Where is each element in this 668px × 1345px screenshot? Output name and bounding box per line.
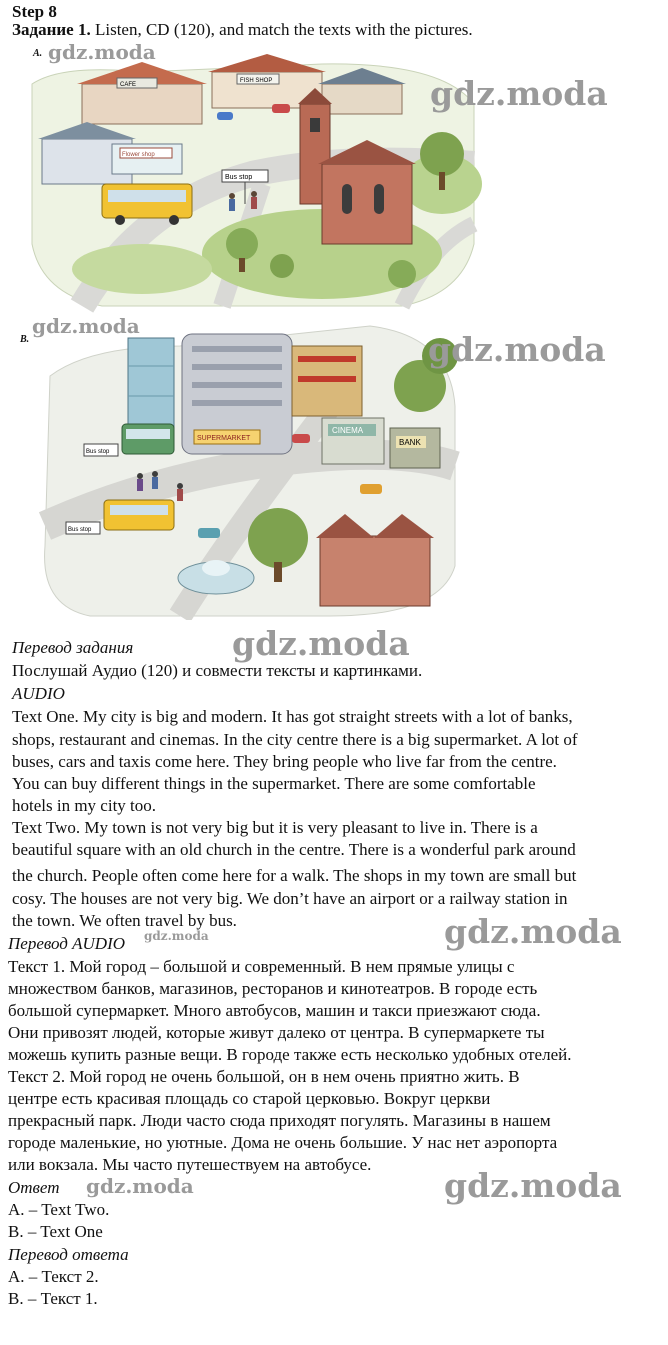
sign-cinema: CINEMA bbox=[332, 426, 364, 435]
audio-heading: AUDIO bbox=[12, 684, 65, 703]
watermark: gdz.moda bbox=[32, 314, 140, 338]
audio-line: beautiful square with an old church in the centre. There is a wonderful park around bbox=[12, 840, 576, 859]
audio-line: the church. People often come here for a walk. The shops in my town are small but bbox=[12, 866, 577, 885]
audio-translation-line: большой супермаркет. Много автобусов, машин и такси приезжают сюда. bbox=[8, 1001, 541, 1020]
audio-line: Text Two. My town is not very big but it is very pleasant to live in. There is a bbox=[12, 818, 538, 837]
audio-translation-line: множеством банков, магазинов, ресторанов и кинотеатров. В городе есть bbox=[8, 979, 538, 998]
audio-translation-line: прекрасный парк. Люди часто сюда приходят погулять. Магазины в нашем bbox=[8, 1111, 551, 1130]
step-title: Step 8 bbox=[12, 2, 57, 21]
city-illustration bbox=[30, 316, 460, 620]
sign-bus-stop-b2: Bus stop bbox=[68, 527, 92, 533]
audio-line: cosy. The houses are not very big. We don’t have an airport or a railway station in bbox=[12, 889, 568, 908]
sign-supermarket: SUPERMARKET bbox=[197, 435, 251, 442]
audio-translation-line: центре есть красивая площадь со старой церковью. Вокруг церкви bbox=[8, 1089, 491, 1108]
audio-translation-heading: Перевод AUDIO bbox=[8, 934, 126, 953]
watermark: gdz.moda bbox=[232, 624, 410, 663]
sign-fish-shop: FISH SHOP bbox=[240, 78, 273, 84]
answer-line: A. – Text Two. bbox=[8, 1200, 110, 1219]
audio-translation-line: Они привозят людей, которые живут далеко от центра. В супермаркете ты bbox=[8, 1023, 545, 1042]
watermark: gdz.moda bbox=[86, 1174, 194, 1198]
audio-translation-line: Текст 1. Мой город – большой и современный. В нем прямые улицы с bbox=[8, 957, 515, 976]
translation-task-heading: Перевод задания bbox=[12, 638, 134, 657]
audio-line: You can buy different things in the supermarket. There are some comfortable bbox=[12, 774, 536, 793]
watermark: gdz.moda bbox=[144, 929, 209, 943]
answer-translation-line: В. – Текст 1. bbox=[8, 1289, 98, 1308]
audio-line: hotels in my city too. bbox=[12, 796, 157, 815]
audio-line: buses, cars and taxis come here. They bring people who live far from the centre. bbox=[12, 752, 557, 771]
watermark: gdz.moda bbox=[444, 912, 622, 951]
watermark: gdz.moda bbox=[430, 74, 608, 113]
task-text: Listen, CD (120), and match the texts with the pictures. bbox=[90, 20, 473, 39]
answer-line: B. – Text One bbox=[8, 1222, 103, 1241]
sign-bus-stop-b1: Bus stop bbox=[86, 449, 110, 455]
task-instruction bbox=[12, 20, 473, 40]
audio-line: Text One. My city is big and modern. It has got straight streets with a lot of banks, bbox=[12, 707, 573, 726]
audio-translation-line: Текст 2. Мой город не очень большой, он в нем очень приятно жить. В bbox=[8, 1067, 520, 1086]
answer-heading: Ответ bbox=[8, 1178, 60, 1197]
picture-a-label: A. bbox=[33, 48, 43, 59]
town-illustration bbox=[22, 44, 482, 316]
sign-cafe: CAFE bbox=[120, 82, 137, 88]
audio-translation-line: или вокзала. Мы часто путешествуем на автобусе. bbox=[8, 1155, 372, 1174]
sign-bank: BANK bbox=[399, 438, 421, 447]
sign-bus-stop-a: Bus stop bbox=[225, 174, 253, 181]
translation-task-text: Послушай Аудио (120) и совмести тексты и картинками. bbox=[12, 661, 423, 680]
audio-translation-line: можешь купить разные вещи. В городе также есть несколько удобных отелей. bbox=[8, 1045, 572, 1064]
audio-line: shops, restaurant and cinemas. In the city centre there is a big supermarket. A lot of bbox=[12, 730, 578, 749]
audio-line: the town. We often travel by bus. bbox=[12, 911, 237, 930]
watermark: gdz.moda bbox=[444, 1166, 622, 1205]
task-label: Задание 1. bbox=[12, 20, 91, 39]
audio-translation-line: городе маленькие, но уютные. Дома не очень большие. У нас нет аэропорта bbox=[8, 1133, 558, 1152]
watermark: gdz.moda bbox=[48, 40, 156, 64]
answer-translation-heading: Перевод ответа bbox=[8, 1245, 129, 1264]
watermark: gdz.moda bbox=[428, 330, 606, 369]
answer-translation-line: А. – Текст 2. bbox=[8, 1267, 99, 1286]
picture-b-label: B. bbox=[20, 334, 30, 345]
sign-flower-shop: Flower shop bbox=[122, 152, 155, 158]
